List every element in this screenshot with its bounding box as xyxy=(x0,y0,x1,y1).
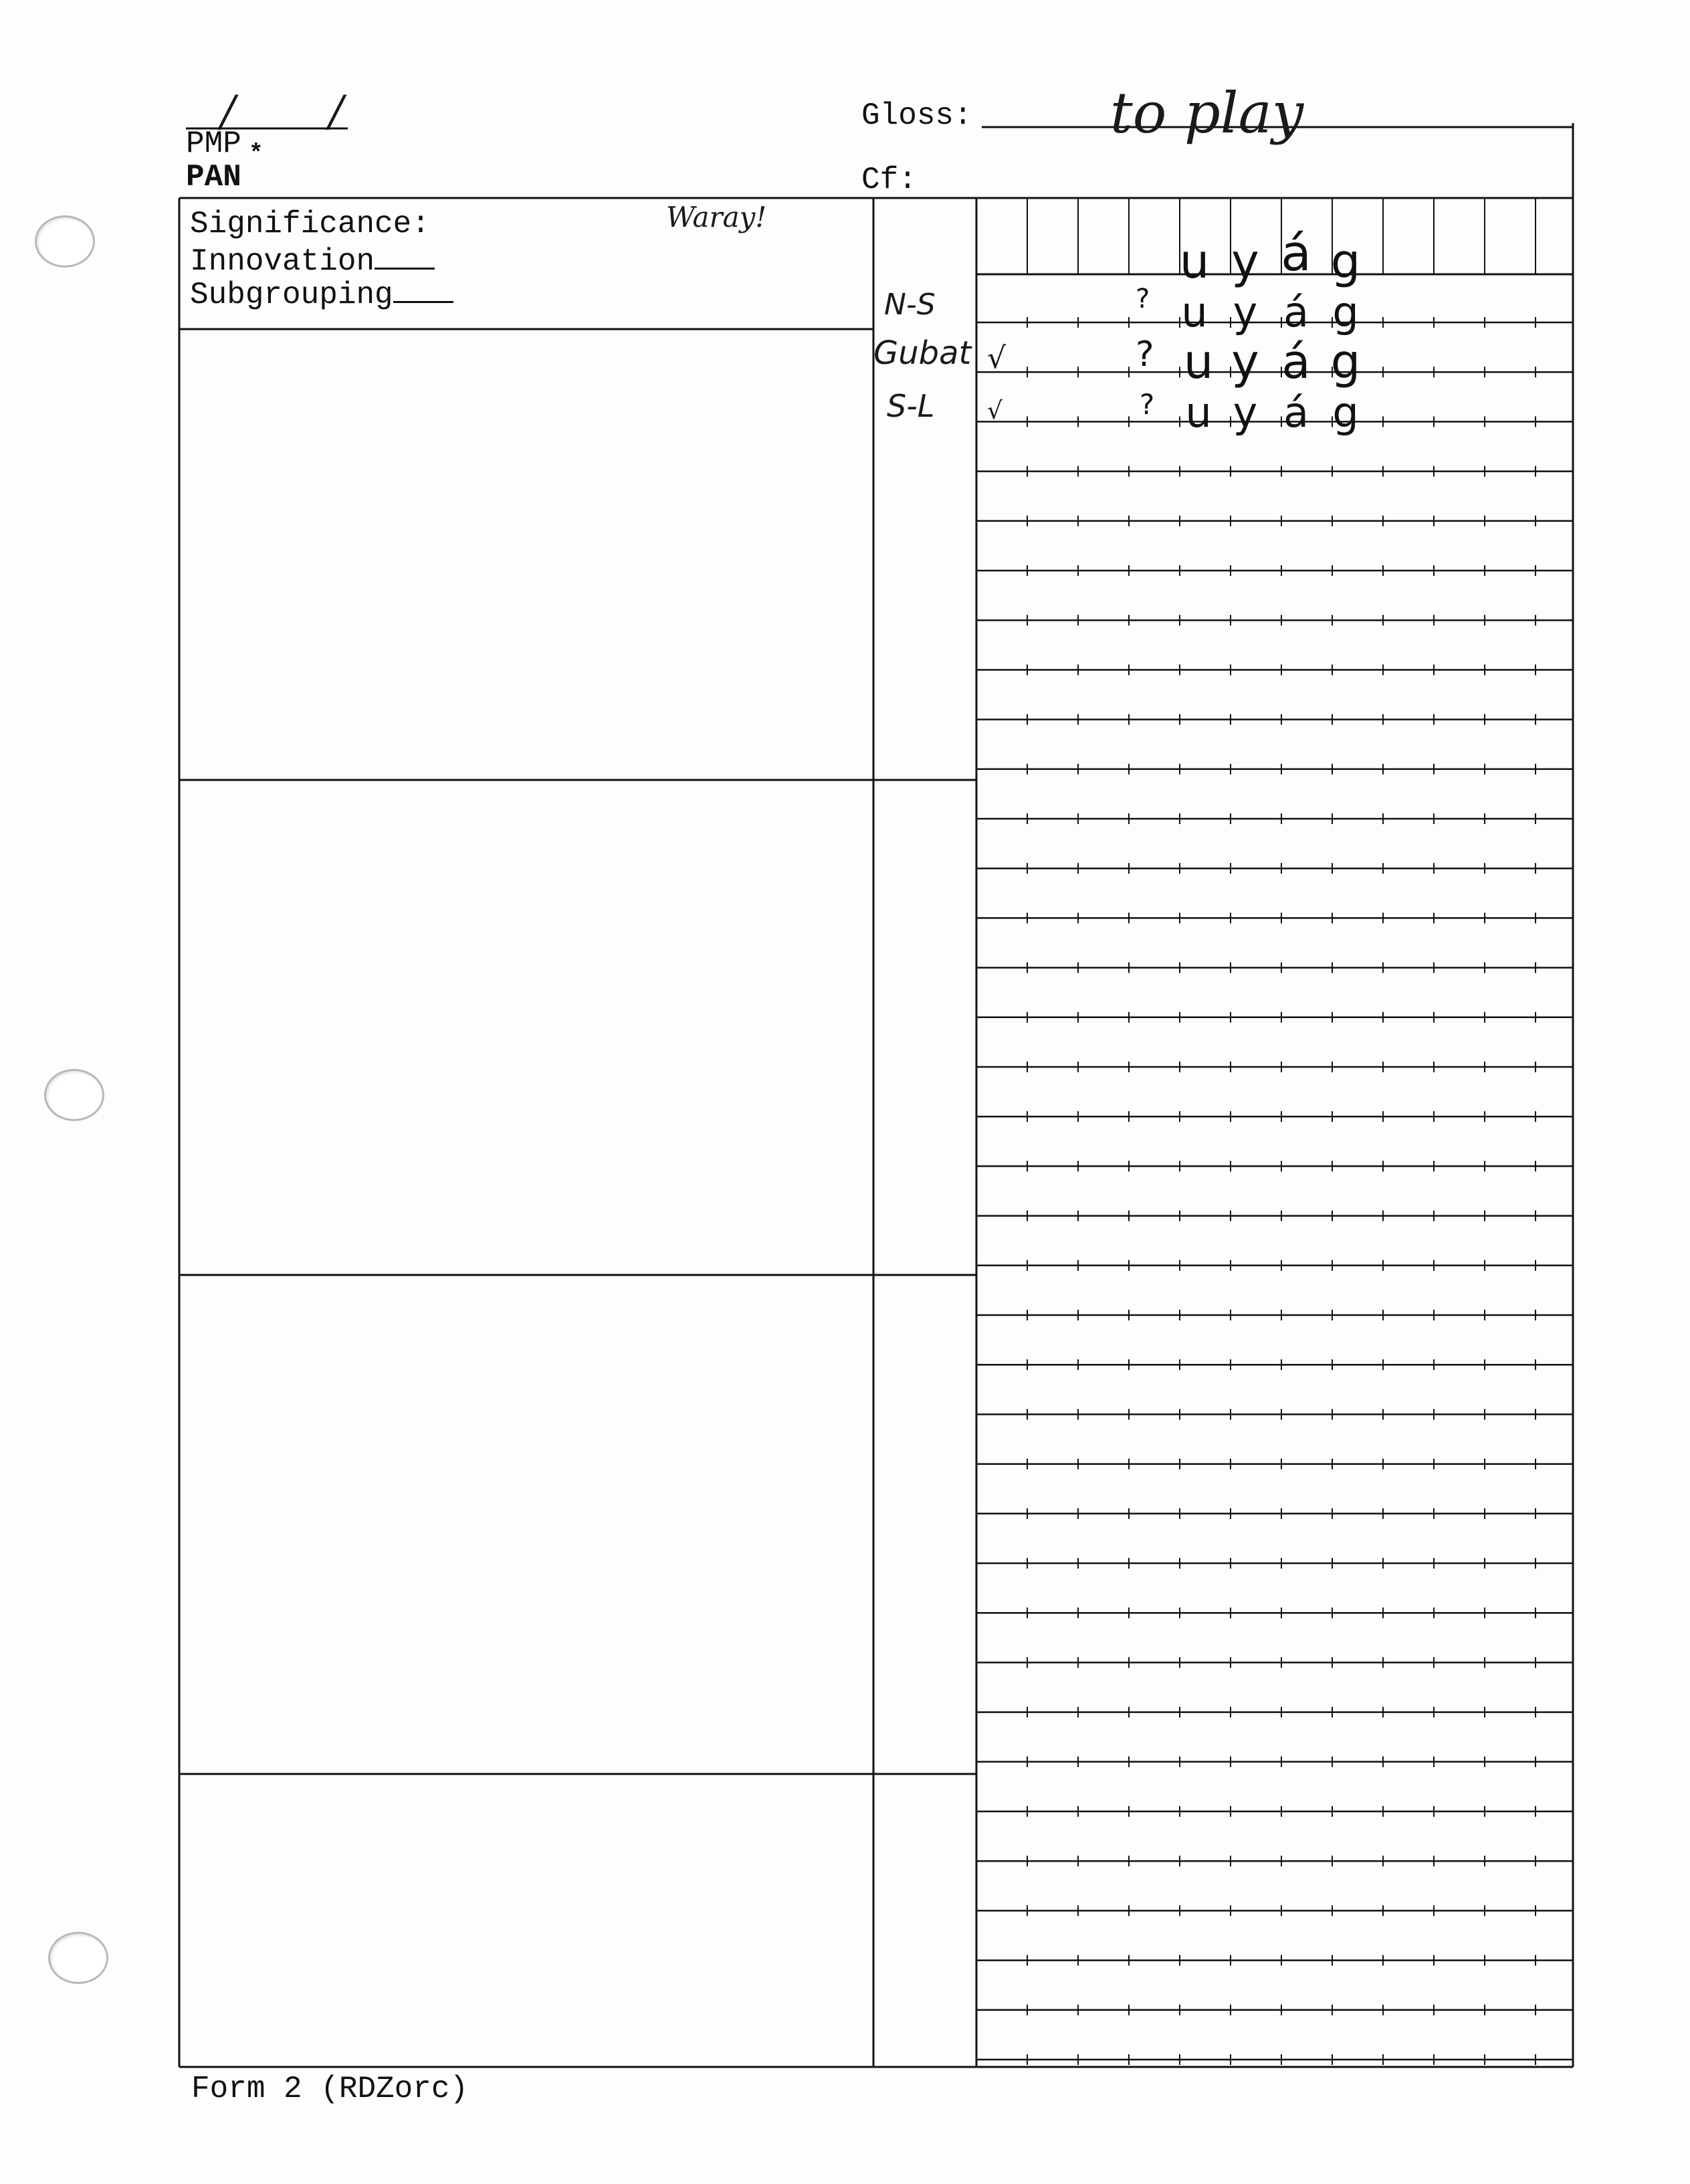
check-mark: √ xyxy=(987,397,1002,425)
significance-note: Waray! xyxy=(666,201,767,233)
language-name: S-L xyxy=(887,388,935,424)
language-prefix: ? xyxy=(1136,284,1150,314)
significance-label: Significance: xyxy=(190,207,430,241)
language-letter: á xyxy=(1283,388,1309,437)
language-prefix: ? xyxy=(1136,334,1154,375)
reconstruction-letter: y xyxy=(1231,234,1259,289)
reconstruction-letter: u xyxy=(1179,234,1210,289)
innovation-field xyxy=(190,241,435,278)
language-letter: g xyxy=(1332,388,1359,437)
language-letter: u xyxy=(1181,288,1208,336)
language-letter: á xyxy=(1283,288,1309,336)
language-letter: g xyxy=(1332,288,1359,336)
gloss-label: Gloss: xyxy=(861,98,972,133)
subgrouping-field xyxy=(190,274,453,312)
language-name: N-S xyxy=(884,288,936,322)
pan-label: PAN xyxy=(186,160,241,195)
language-letter: y xyxy=(1233,288,1258,336)
innovation-label: Innovation xyxy=(190,244,375,279)
language-letter: y xyxy=(1231,334,1259,389)
reconstruction-letter: á xyxy=(1281,225,1311,282)
form-label: Form 2 (RDZorc) xyxy=(191,2072,469,2106)
pmp-label: PMP xyxy=(186,126,241,161)
subgrouping-label: Subgrouping xyxy=(190,278,393,312)
subgrouping-blank xyxy=(393,274,453,303)
cf-label: Cf: xyxy=(861,163,917,197)
innovation-blank xyxy=(375,241,435,270)
reconstruction-letter: g xyxy=(1330,234,1361,289)
language-letter: g xyxy=(1330,334,1361,389)
date-marks: / / xyxy=(221,87,384,136)
language-letter: á xyxy=(1281,334,1311,389)
language-letter: y xyxy=(1233,388,1258,437)
star-mark: * xyxy=(249,140,263,167)
language-letter: u xyxy=(1185,388,1212,437)
language-letter: u xyxy=(1183,334,1214,389)
language-name: Gubat xyxy=(873,334,972,372)
gloss-value: to play xyxy=(1110,80,1304,146)
check-mark: √ xyxy=(987,341,1007,375)
language-prefix: ? xyxy=(1140,388,1155,421)
